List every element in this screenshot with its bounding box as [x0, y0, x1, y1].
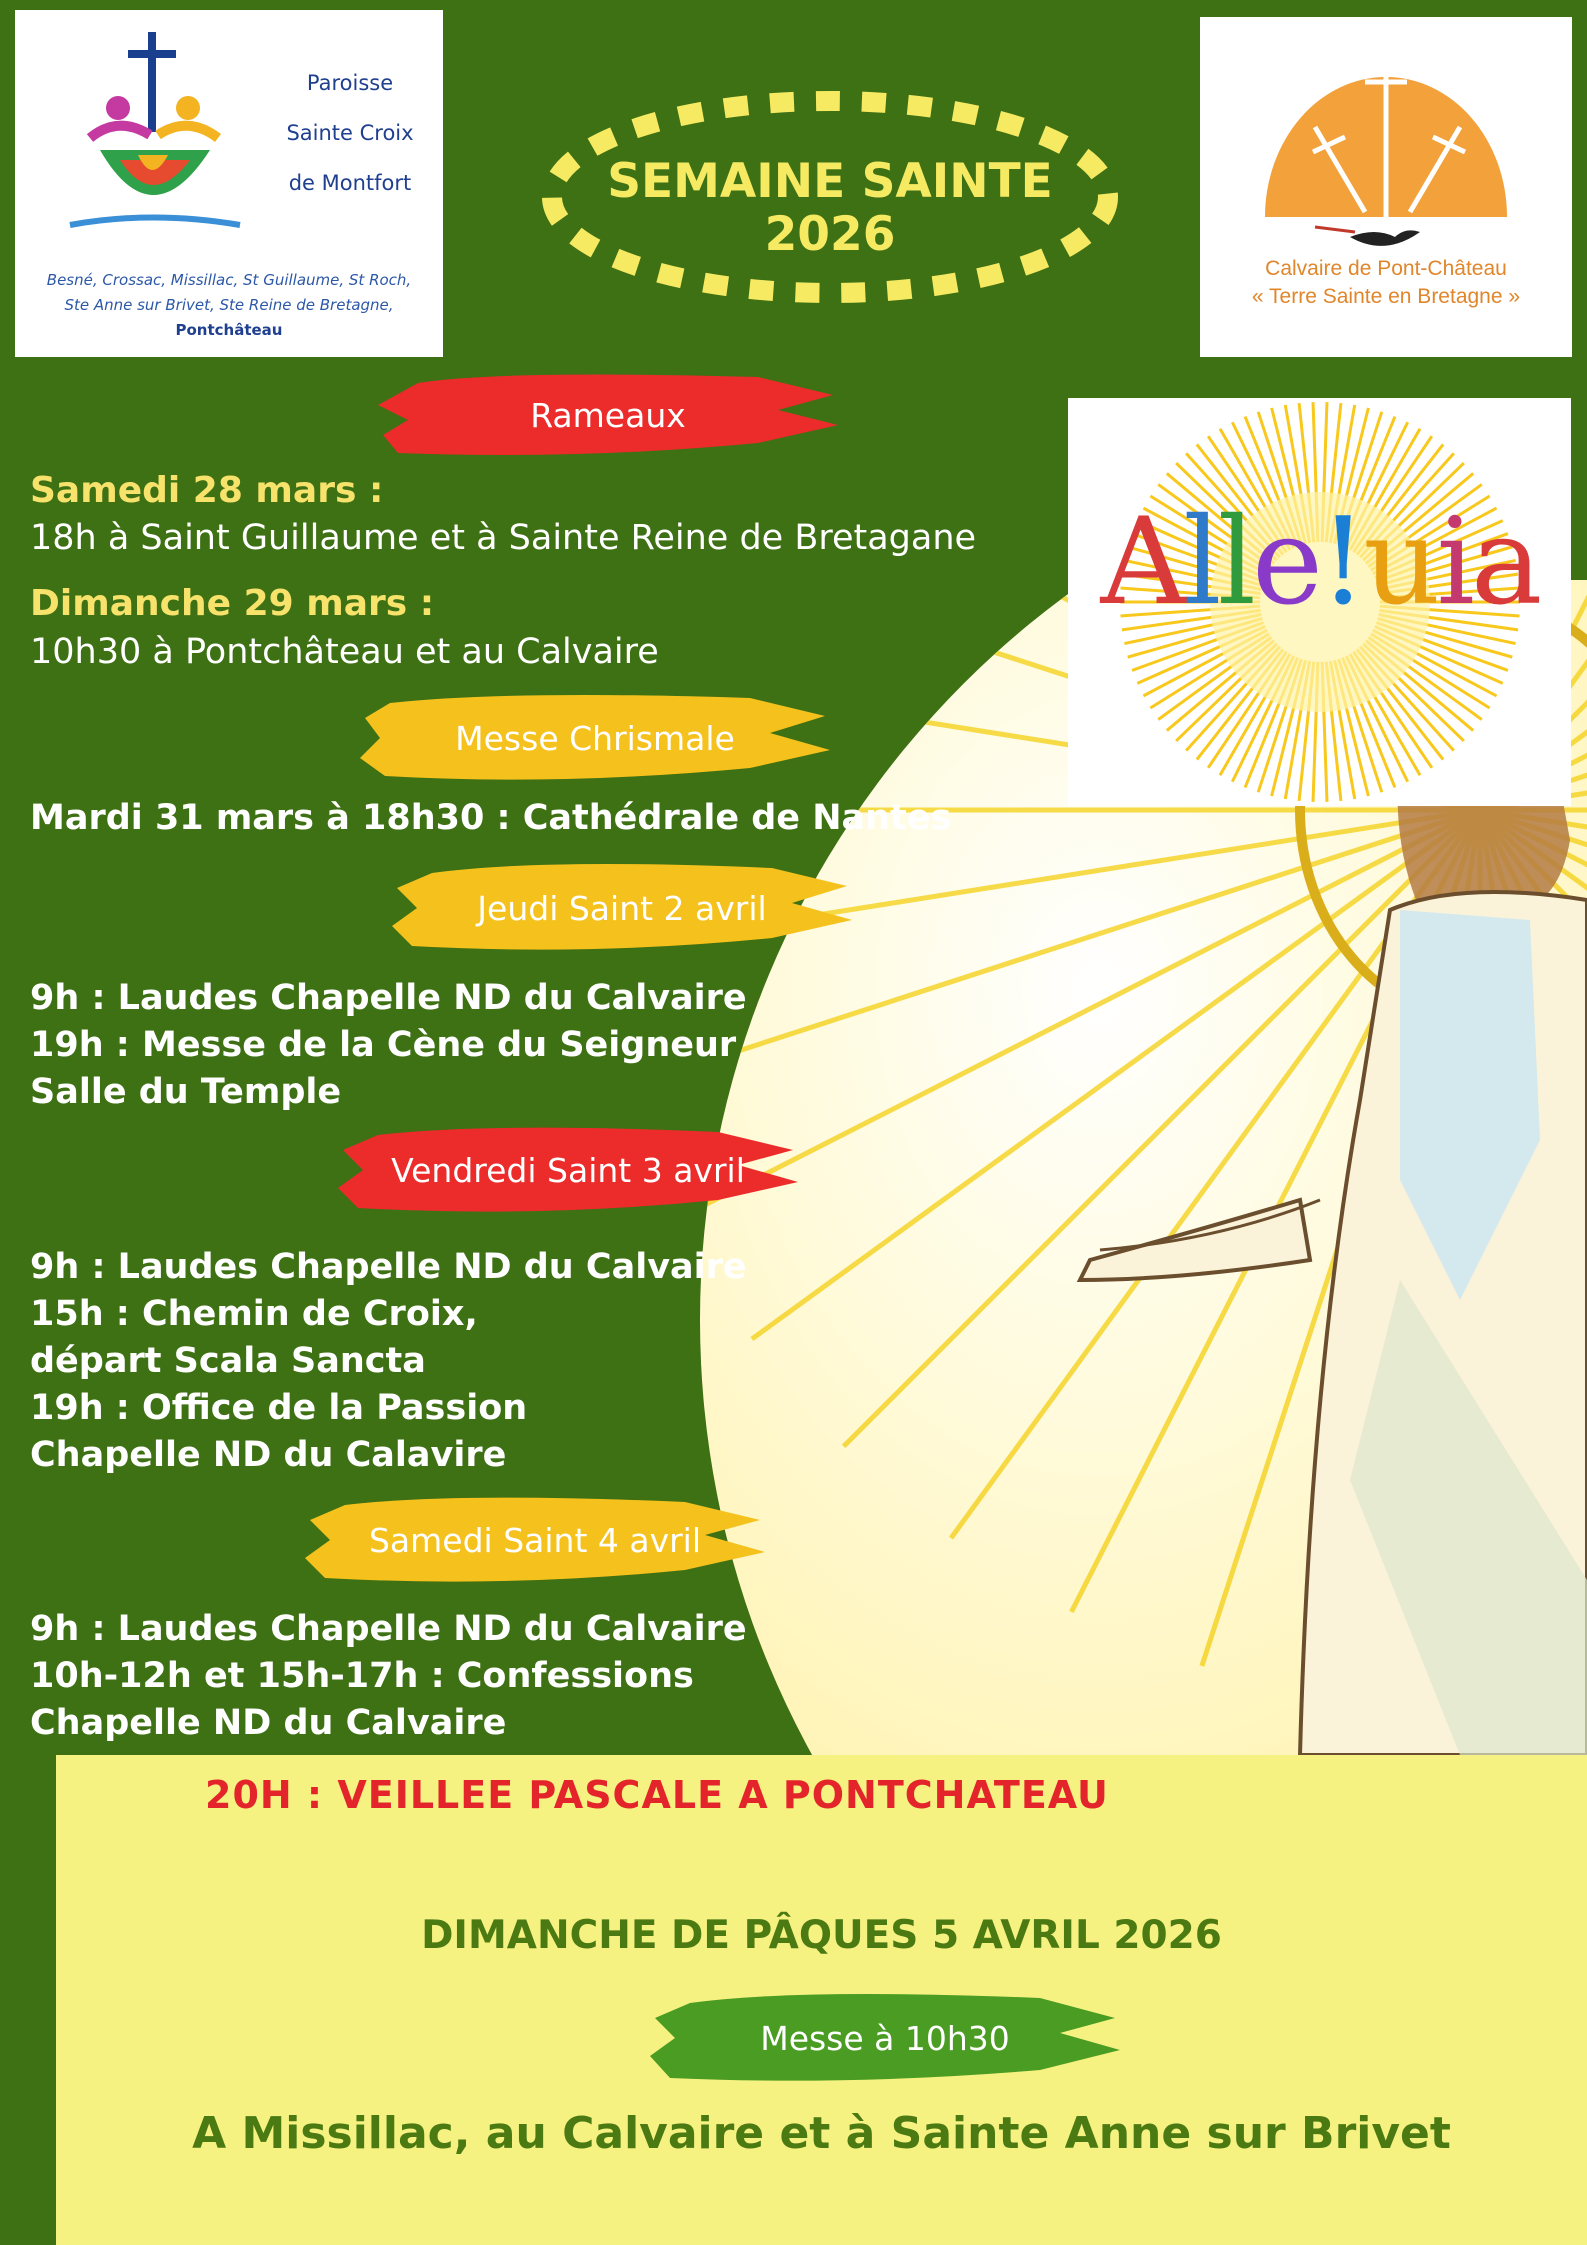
parish-logo [15, 10, 443, 357]
schedule-line: 9h : Laudes Chapelle ND du Calvaire [30, 978, 747, 1018]
rameaux-dimanche-text: 10h30 à Pontchâteau et au Calvaire [30, 632, 659, 672]
jeudi-saint-label: Jeudi Saint 2 avril [392, 858, 852, 958]
paques-places: A Missillac, au Calvaire et à Sainte Anne sur Brivet [192, 2108, 1451, 2159]
veillee-pascale: 20H : VEILLEE PASCALE A PONTCHATEAU [205, 1773, 1109, 1817]
parish-title: Paroisse Sainte Croix de Montfort [286, 71, 414, 195]
paques-title: DIMANCHE DE PÂQUES 5 AVRIL 2026 [421, 1913, 1222, 1958]
parish-villages: Besné, Crossac, Missillac, St Guillaume, St Roch, Ste Anne sur Brivet, Ste Reine de Bretagne, Pontchâteau [46, 271, 412, 339]
alleluia-image [1068, 398, 1571, 806]
schedule-line: 19h : Messe de la Cène du Seigneur [30, 1025, 737, 1065]
rameaux-dimanche-day: Dimanche 29 mars : [30, 583, 435, 624]
schedule-line: Chapelle ND du Calavire [30, 1435, 507, 1475]
calvaire-sun-emblem [1255, 27, 1517, 262]
vendredi-saint-label: Vendredi Saint 3 avril [338, 1120, 798, 1220]
chrismale-text: Mardi 31 mars à 18h30 : Cathédrale de Nantes [30, 798, 952, 838]
samedi-saint-label: Samedi Saint 4 avril [305, 1490, 765, 1590]
rameaux-label: Rameaux [378, 365, 838, 465]
event-title: SEMAINE SAINTE 2026 [607, 154, 1053, 262]
messe-paques-label: Messe à 10h30 [650, 1988, 1120, 2088]
schedule-line: départ Scala Sancta [30, 1341, 426, 1381]
vendredi-schedule [30, 1244, 747, 1479]
schedule-line: 10h-12h et 15h-17h : Confessions [30, 1656, 694, 1696]
messe-chrismale-label: Messe Chrismale [360, 688, 830, 788]
jeudi-schedule [30, 975, 747, 1116]
rameaux-samedi-day: Samedi 28 mars : [30, 470, 384, 511]
schedule-line: Salle du Temple [30, 1072, 342, 1112]
schedule-line: 19h : Office de la Passion [30, 1388, 528, 1428]
cross-family-emblem [60, 20, 260, 245]
rameaux-samedi-text: 18h à Saint Guillaume et à Sainte Reine de Bretagane [30, 518, 977, 558]
samedi-saint-schedule [30, 1606, 747, 1747]
schedule-line: 9h : Laudes Chapelle ND du Calvaire [30, 1247, 747, 1287]
schedule-line: 9h : Laudes Chapelle ND du Calvaire [30, 1609, 747, 1649]
schedule-line: 15h : Chemin de Croix, [30, 1294, 478, 1334]
schedule-line: Chapelle ND du Calvaire [30, 1703, 507, 1743]
alleluia-word: Alle!uia [1100, 493, 1539, 632]
calvaire-caption: Calvaire de Pont-Château « Terre Sainte en Bretagne » [1251, 257, 1521, 308]
calvaire-logo [1200, 17, 1572, 357]
